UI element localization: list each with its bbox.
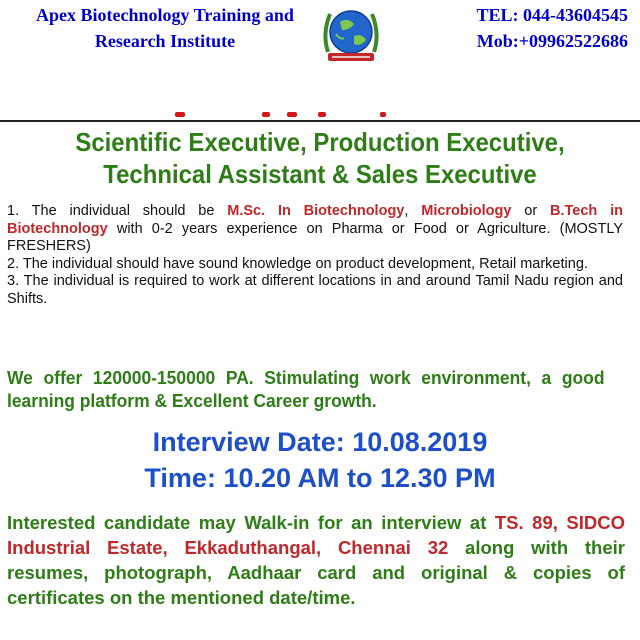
job-title	[26, 126, 615, 190]
institute-name-line2: Research Institute	[94, 31, 236, 51]
red-mark	[262, 112, 270, 117]
requirement-3: 3. The individual is required to work at different locations in and around Tamil Nadu region and Shifts.	[7, 273, 623, 307]
qualification-microbiology: Microbiology	[421, 203, 512, 219]
requirement-1: 1. The individual should be M.Sc. In Biotechnology, Microbiology or B.Tech in Biotechnology with 0-2 years experience on Pharma or Food or Agriculture. (MOSTLY FRESHERS)	[7, 203, 623, 254]
globe-logo-icon	[318, 0, 384, 66]
requirements-list	[7, 203, 623, 308]
header	[0, 0, 640, 70]
red-mark	[380, 112, 386, 117]
interview-time: Time: 10.20 AM to 12.30 PM	[144, 463, 496, 493]
institute-name	[0, 2, 330, 54]
red-mark	[287, 112, 297, 117]
qualification-btech: B.Tech in Biotechnology	[7, 203, 623, 237]
telephone: TEL: 044-43604545	[476, 5, 628, 25]
red-mark	[318, 112, 326, 117]
mobile: Mob:+09962522686	[476, 31, 628, 51]
header-divider	[0, 120, 640, 122]
salary-offer: We offer 120000-150000 PA. Stimulating work environment, a good learning platform & Excellent Career growth.	[7, 368, 605, 411]
institute-name-line1: Apex Biotechnology Training and	[36, 5, 294, 25]
requirement-2: 2. The individual should have sound knowledge on product development, Retail marketing.	[7, 255, 588, 272]
qualification-msc: M.Sc. In Biotechnology	[227, 203, 405, 219]
job-title-line1: Scientific Executive, Production Executive,	[75, 127, 565, 157]
job-title-line2: Technical Assistant & Sales Executive	[103, 159, 537, 189]
contact-info	[476, 2, 628, 54]
red-mark	[175, 112, 185, 117]
interview-date: Interview Date: 10.08.2019	[152, 427, 488, 457]
interview-details	[0, 424, 640, 496]
walkin-instructions: Interested candidate may Walk-in for an interview at TS. 89, SIDCO Industrial Estate, Ekkaduthangal, Chennai 32 along with their resumes, photograph, Aadhaar card and original & copies of certificates on the mentioned date/time.	[7, 512, 625, 608]
venue-address: TS. 89, SIDCO Industrial Estate, Ekkaduthangal, Chennai 32	[7, 512, 625, 558]
